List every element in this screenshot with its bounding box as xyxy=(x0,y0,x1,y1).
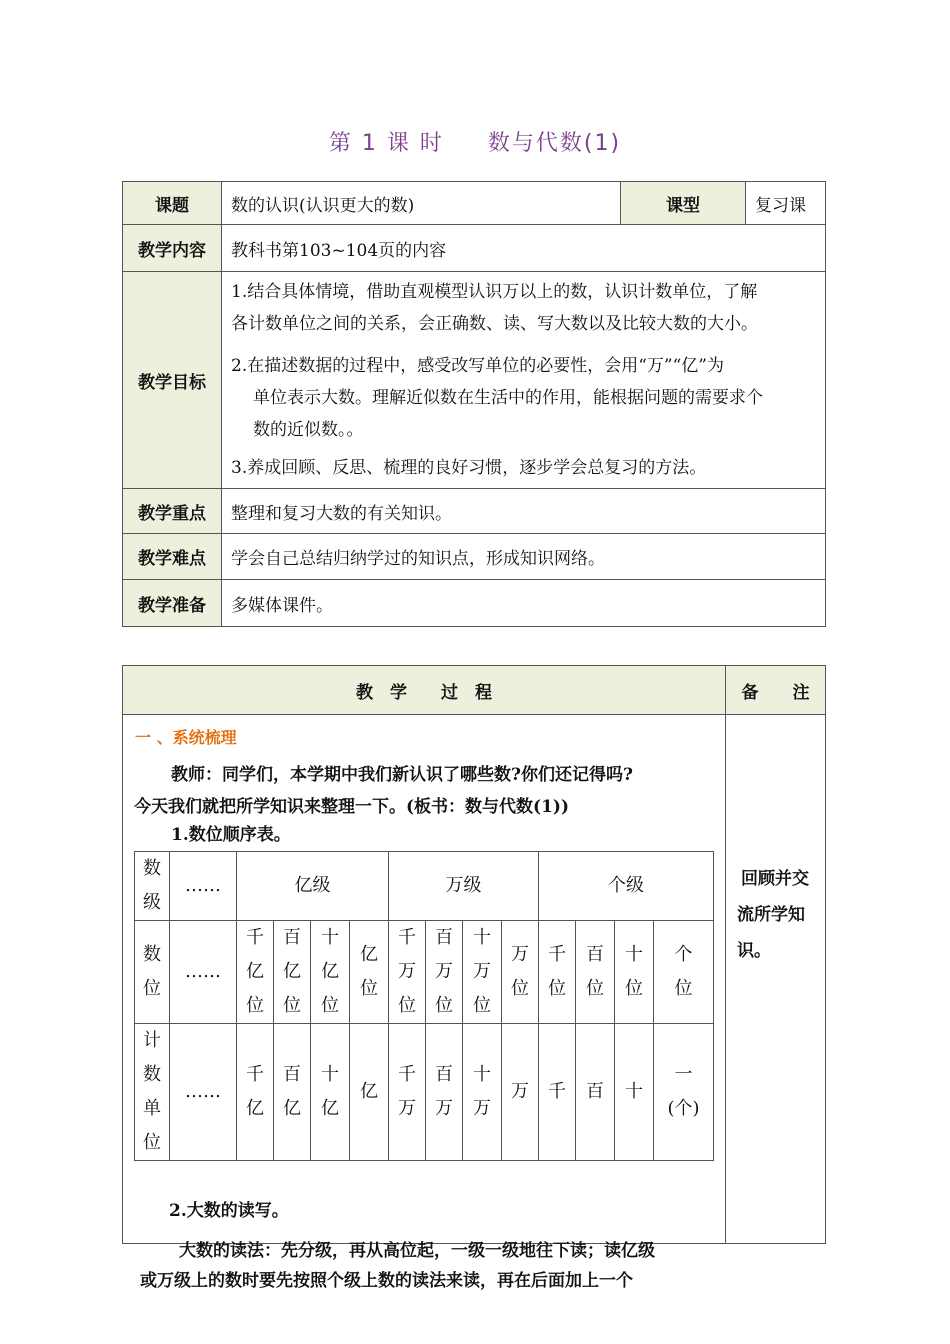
difficulty-value: 学会自己总结归纳学过的知识点，形成知识网络。 xyxy=(222,534,826,580)
topic-value: 数的认识(认识更大的数) xyxy=(222,182,621,225)
page-title xyxy=(0,126,950,157)
para1-line2: 今天我们就把所学知识来整理一下。(板书：数与代数(1)) xyxy=(134,797,570,817)
goal-1a: 1.结合具体情境，借助直观模型认识万以上的数，认识计数单位，了解 xyxy=(231,282,758,302)
key-value: 整理和复习大数的有关知识。 xyxy=(222,489,826,534)
position-cell: 百 万 位 xyxy=(426,921,463,1024)
para2-line1: 大数的读法：先分级，再从高位起，一级一级地往下读；读亿级 xyxy=(179,1241,655,1261)
goal-3: 3.养成回顾、反思、梳理的良好习惯，逐步学会总复习的方法。 xyxy=(231,458,707,478)
position-cell: 十 亿 位 xyxy=(311,921,350,1024)
goal-2b: 单位表示大数。理解近似数在生活中的作用，能根据问题的需要求个 xyxy=(253,388,763,408)
unit-cell: 亿 xyxy=(350,1024,389,1161)
lesson-info-table xyxy=(122,181,826,627)
position-cell: 千 位 xyxy=(539,921,576,1024)
goal-2c: 数的近似数。。 xyxy=(253,420,364,440)
goal-2a: 2.在描述数据的过程中，感受改写单位的必要性，会用“万”“亿”为 xyxy=(231,356,724,376)
goals-cell xyxy=(222,272,826,489)
position-cell: 十 位 xyxy=(615,921,654,1024)
para2-line2: 或万级上的数时要先按照个级上数的读法来读，再在后面加上一个 xyxy=(140,1271,633,1291)
type-label: 课型 xyxy=(621,182,746,225)
content-value: 教科书第103~104页的内容 xyxy=(222,225,826,272)
unit-cell: 十 万 xyxy=(463,1024,502,1161)
unit-cell: 百 亿 xyxy=(274,1024,311,1161)
note-body xyxy=(726,715,826,1244)
key-label: 教学重点 xyxy=(123,489,222,534)
unit-cell: 十 xyxy=(615,1024,654,1161)
prep-value: 多媒体课件。 xyxy=(222,580,826,627)
level-yi: 亿级 xyxy=(237,852,389,921)
unit-cell: 千 亿 xyxy=(237,1024,274,1161)
row-level-label: 数 级 xyxy=(135,852,170,921)
position-cell: 百 位 xyxy=(576,921,615,1024)
goal-1b: 各计数单位之间的关系，会正确数、读、写大数以及比较大数的大小。 xyxy=(231,314,758,334)
topic-label: 课题 xyxy=(123,182,222,225)
lesson-topic: 数与代数(1) xyxy=(487,131,622,156)
note-text: 回顾并交 流所学知 识。 xyxy=(737,869,809,961)
position-cell: 个 位 xyxy=(654,921,714,1024)
place-value-table xyxy=(134,851,714,1161)
process-table xyxy=(122,665,826,1291)
position-cell: 亿 位 xyxy=(350,921,389,1024)
position-cell: 万 位 xyxy=(502,921,539,1024)
type-value: 复习课 xyxy=(746,182,826,225)
lesson-number: 第 1 课 时 xyxy=(328,131,444,156)
unit-cell: 万 xyxy=(502,1024,539,1161)
ellipsis-cell: …… xyxy=(170,1024,237,1161)
position-cell: 千 亿 位 xyxy=(237,921,274,1024)
row-position-label: 数 位 xyxy=(135,921,170,1024)
level-ge: 个级 xyxy=(539,852,714,921)
row-unit-label: 计 数 单 位 xyxy=(135,1024,170,1161)
content-label: 教学内容 xyxy=(123,225,222,272)
difficulty-label: 教学难点 xyxy=(123,534,222,580)
item-2: 2.大数的读写。 xyxy=(169,1201,289,1221)
unit-cell: 一 (个) xyxy=(654,1024,714,1161)
position-cell: 千 万 位 xyxy=(389,921,426,1024)
level-wan: 万级 xyxy=(389,852,539,921)
section-heading: 一 、系统梳理 xyxy=(135,728,237,747)
unit-cell: 千 万 xyxy=(389,1024,426,1161)
unit-cell: 百 万 xyxy=(426,1024,463,1161)
ellipsis-cell: …… xyxy=(170,852,237,921)
process-header: 教 学 过 程 xyxy=(123,666,726,715)
item-1: 1.数位顺序表。 xyxy=(171,825,291,845)
note-header: 备 注 xyxy=(726,666,826,715)
process-body xyxy=(123,715,726,1291)
ellipsis-cell: …… xyxy=(170,921,237,1024)
para1-line1: 教师：同学们，本学期中我们新认识了哪些数?你们还记得吗? xyxy=(171,765,633,785)
unit-cell: 百 xyxy=(576,1024,615,1161)
unit-cell: 千 xyxy=(539,1024,576,1161)
position-cell: 十 万 位 xyxy=(463,921,502,1024)
position-cell: 百 亿 位 xyxy=(274,921,311,1024)
goals-label: 教学目标 xyxy=(123,272,222,489)
prep-label: 教学准备 xyxy=(123,580,222,627)
unit-cell: 十 亿 xyxy=(311,1024,350,1161)
